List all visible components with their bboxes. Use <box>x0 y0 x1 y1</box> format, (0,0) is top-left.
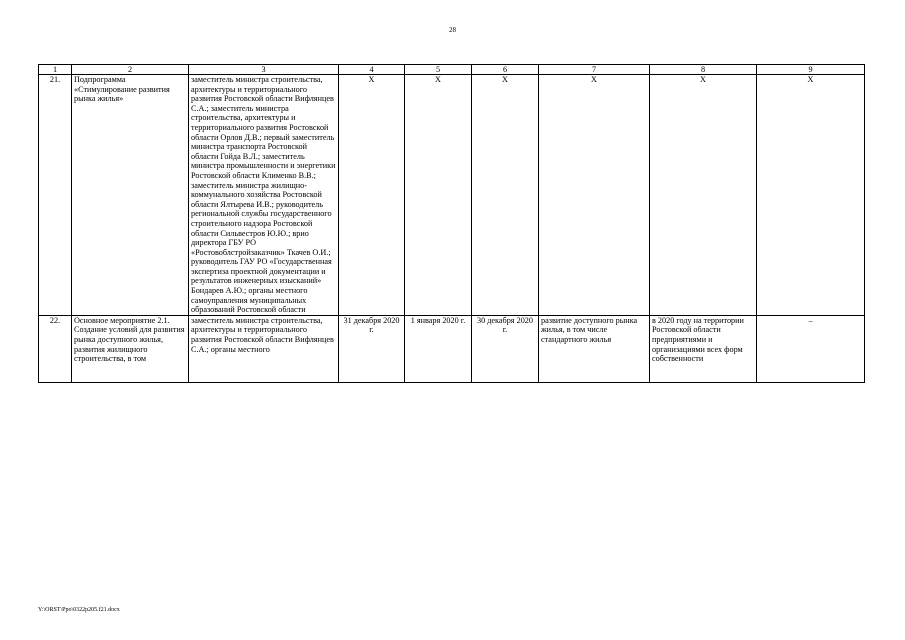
cell-col7: Х <box>539 75 650 316</box>
header-cell: 4 <box>339 65 405 75</box>
cell-col8: Х <box>650 75 757 316</box>
table-row <box>39 315 865 382</box>
responsible-executor: заместитель министра строительства, архитектуры и территориального развития Ростовской области Вифлянцев С.А.; заместитель министра строительства, архитектуры и территориального развития Ростовской области Орлов Д.В.; первый заместитель министра транспорта Ростовской области Гойда В.Л.; заместитель министра промышленности и энергетики Ростовской области Клименко В.В.; заместитель министра жилищно-коммунального хозяйства Ростовской области Ялтырева И.В.; руководитель региональной службы государственного строительного надзора Ростовской области Сильвестров Ю.Ю.; врио директора ГБУ РО «Ростовоблстройзаказчик» Ткачев О.И.; руководитель ГАУ РО «Государственная экспертиза проектной документации и результатов инженерных изысканий» Бондарев А.Ю.; органы местного самоуправления муниципальных образований Ростовской области <box>189 75 339 316</box>
measure-name: Основное мероприятие 2.1. Создание условий для развития рынка доступного жилья, развития жилищного строительства, в том <box>72 315 189 382</box>
page-number: 28 <box>449 26 456 34</box>
header-cell: 5 <box>405 65 472 75</box>
measure-name: Подпрограмма «Стимулирование развития рынка жилья» <box>72 75 189 316</box>
header-cell: 2 <box>72 65 189 75</box>
measures-table <box>38 64 865 383</box>
header-cell: 9 <box>757 65 865 75</box>
table-row <box>39 75 865 316</box>
header-cell: 6 <box>472 65 539 75</box>
cell-col6: 30 декабря 2020 г. <box>472 315 539 382</box>
cell-col7: развитие доступного рынка жилья, в том числе стандартного жилья <box>539 315 650 382</box>
cell-col8: в 2020 году на территории Ростовской области предприятиями и организациями всех форм собственности <box>650 315 757 382</box>
cell-col9: – <box>757 315 865 382</box>
header-cell: 1 <box>39 65 72 75</box>
cell-col4: Х <box>339 75 405 316</box>
header-row <box>39 65 865 75</box>
row-number: 21. <box>39 75 72 316</box>
header-cell: 7 <box>539 65 650 75</box>
responsible-executor: заместитель министра строительства, архитектуры и территориального развития Ростовской области Вифлянцев С.А.; органы местного <box>189 315 339 382</box>
row-number: 22. <box>39 315 72 382</box>
header-cell: 8 <box>650 65 757 75</box>
cell-col9: Х <box>757 75 865 316</box>
header-cell: 3 <box>189 65 339 75</box>
cell-col5: Х <box>405 75 472 316</box>
cell-col4: 31 декабря 2020 г. <box>339 315 405 382</box>
file-path-footer: Y:\ORST\Ppo\0322p205.f21.docx <box>38 607 120 613</box>
cell-col6: Х <box>472 75 539 316</box>
cell-col5: 1 января 2020 г. <box>405 315 472 382</box>
